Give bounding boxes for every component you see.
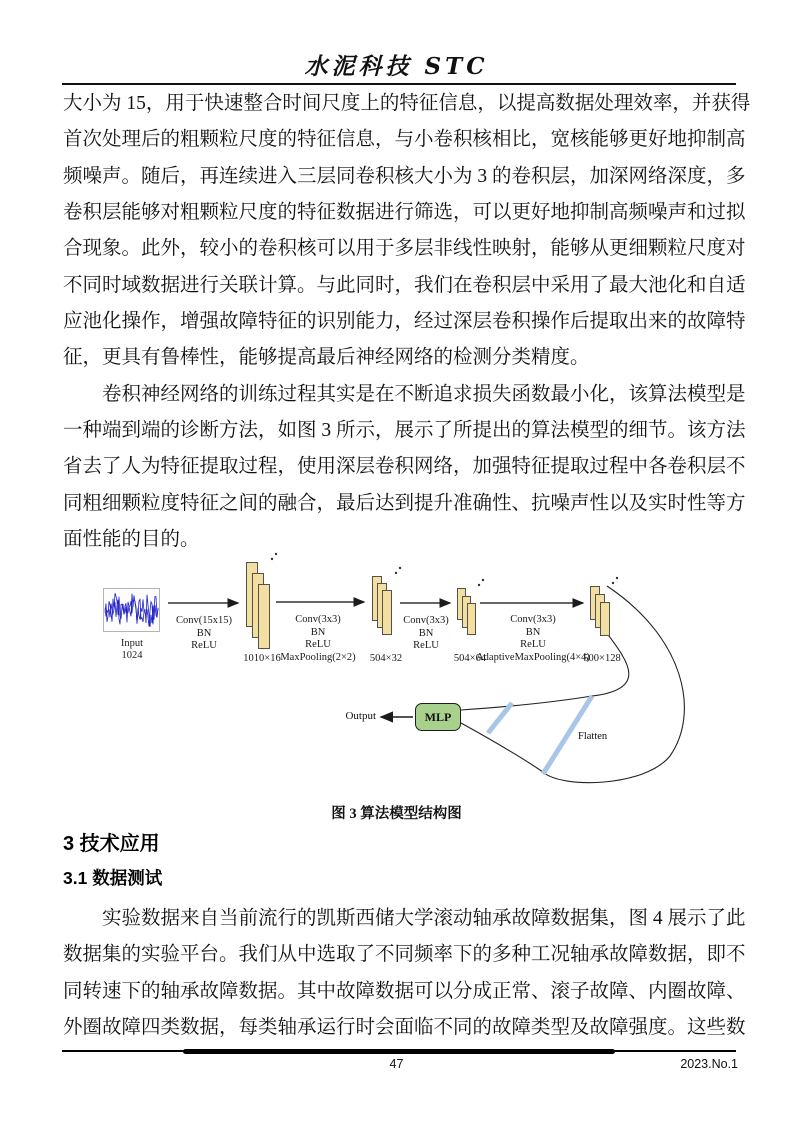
section-heading: 3 技术应用: [63, 833, 160, 855]
size-label-2: 504×32: [369, 653, 403, 664]
size-label-1: 1010×16: [243, 653, 281, 664]
input-label: [92, 638, 172, 661]
funnel-lower-line: [461, 723, 543, 772]
body-line: 外圈故障四类数据，每类轴承运行时会面临不同的故障类型及故障强度。这些数: [63, 1017, 746, 1039]
body-line: 合现象。此外，较小的卷积核可以用于多层非线性映射，能够从更细颗粒尺度对: [63, 238, 746, 260]
subsection-heading: 3.1 数据测试: [63, 868, 163, 888]
diagram-connectors: [0, 543, 793, 813]
size-label-3: 504×64: [453, 653, 487, 664]
body-line: 省去了人为特征提取过程，使用深层卷积网络，加强特征提取过程中各卷积层不: [63, 456, 746, 478]
funnel-upper-line: [461, 696, 592, 710]
article-body: [63, 86, 751, 558]
flatten-inner-curve: [592, 632, 629, 696]
figure-3-diagram: [0, 543, 793, 813]
op-label-4: Conv(3x3) BN ReLU AdaptiveMaxPooling(4×4): [476, 614, 590, 663]
op-label-3: Conv(3x3) BN ReLU: [403, 615, 449, 652]
size-label-4: 500×128: [583, 653, 621, 664]
input-signal-waveform: [104, 589, 159, 631]
input-label-size: 1024: [121, 649, 143, 661]
mlp-box: MLP: [415, 703, 461, 731]
body-line: 卷积神经网络的训练过程其实是在不断追求损失函数最小化，该算法模型是: [102, 383, 746, 405]
issue-label: 2023.No.1: [680, 1057, 738, 1071]
body-line: 同粗细颗粒度特征之间的融合，最后达到提升准确性、抗噪声性以及实时性等方: [63, 492, 746, 514]
page-number: 47: [389, 1057, 404, 1071]
output-label: Output: [345, 710, 376, 722]
footer-rule: [62, 1050, 736, 1052]
body-line: 数据集的实验平台。我们从中选取了不同频率下的多种工况轴承故障数据，即不: [63, 944, 746, 966]
body-line: 首次处理后的粗颗粒尺度的特征信息，与小卷积核相比，宽核能够更好地抑制高: [63, 129, 746, 151]
op-label-2: Conv(3x3) BN ReLU MaxPooling(2×2): [280, 614, 356, 663]
body-line: 一种端到端的诊断方法，如图 3 所示，展示了所提出的算法模型的细节。该方法: [63, 420, 746, 442]
header-rule: [62, 83, 736, 85]
flatten-label: Flatten: [578, 731, 608, 742]
op-label-1: Conv(15x15) BN ReLU: [176, 615, 232, 652]
journal-title: 水泥科技 STC: [304, 53, 489, 80]
body-line: 应池化操作，增强故障特征的识别能力，经过深层卷积操作后提取出来的故障特: [63, 311, 746, 333]
input-signal-image: [103, 588, 160, 632]
body-line: 频噪声。随后，再连续进入三层同卷积核大小为 3 的卷积层，加深网络深度，多: [63, 165, 746, 187]
figure-caption: 图 3 算法模型结构图: [331, 806, 462, 822]
body-line: 同转速下的轴承故障数据。其中故障数据可以分成正常、滚子故障、内圈故障、: [63, 980, 746, 1002]
body-line: 面性能的目的。: [63, 529, 200, 551]
article-body-continued: [63, 901, 746, 1046]
body-line: 卷积层能够对粗颗粒尺度的特征数据进行筛选，可以更好地抑制高频噪声和过拟: [63, 202, 746, 224]
body-line: 征，更具有鲁棒性，能够提高最后神经网络的检测分类精度。: [63, 347, 590, 369]
body-line: 大小为 15，用于快速整合时间尺度上的特征信息，以提高数据处理效率，并获得: [63, 93, 751, 114]
body-line: 不同时域数据进行关联计算。与此同时，我们在卷积层中采用了最大池化和自适: [63, 274, 746, 296]
input-label-name: Input: [120, 638, 144, 649]
stack-ellipsis-dots: [271, 553, 618, 586]
body-line: 实验数据来自当前流行的凯斯西储大学滚动轴承故障数据集，图 4 展示了此: [102, 908, 746, 929]
